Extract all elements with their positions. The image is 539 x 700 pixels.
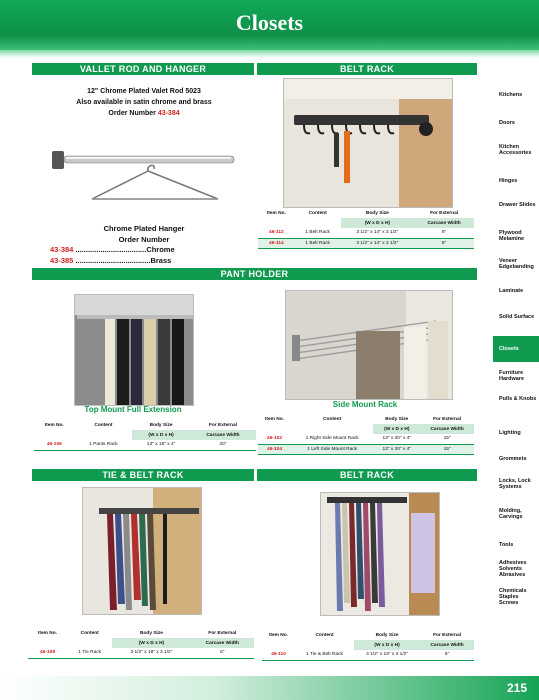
cell-size: 13" x 20" x 4" bbox=[373, 444, 420, 454]
th-carcase: Carcase Width bbox=[420, 640, 474, 650]
belt-rack-table bbox=[258, 208, 474, 249]
vallet-order-label: Order Number bbox=[108, 110, 156, 117]
th-dims: (W x D x H) bbox=[112, 638, 190, 648]
th-body-size: Body Size bbox=[365, 210, 389, 216]
th-for-external: For External bbox=[208, 630, 237, 636]
hanger-option-brass-num: 43-385 bbox=[50, 256, 74, 265]
cell-item: 46-104 bbox=[258, 444, 291, 454]
th-carcase: Carcase Width bbox=[414, 218, 474, 228]
th-item: Item No. bbox=[265, 416, 284, 422]
th-content: Content bbox=[80, 630, 99, 636]
cell-item: 46-106 bbox=[34, 440, 75, 450]
section-belt-rack-bar: BELT RACK bbox=[257, 63, 477, 75]
th-body-size: Body Size bbox=[375, 632, 399, 638]
tie-belt-rack-table bbox=[262, 630, 474, 661]
th-content: Content bbox=[323, 416, 342, 422]
sidebar-item-kitchen-accessories[interactable]: Kitchen Accessories bbox=[499, 144, 532, 156]
th-dims: (W x D x H) bbox=[132, 430, 190, 440]
sidebar-item-plywood-melamine[interactable]: Plywood Melamine bbox=[499, 230, 525, 242]
vallet-order bbox=[40, 110, 248, 117]
pant-right-table bbox=[258, 414, 474, 455]
th-carcase: Carcase Width bbox=[420, 424, 474, 434]
pant-caption-left: Top Mount Full Extension bbox=[84, 405, 182, 414]
header-fade bbox=[0, 50, 539, 58]
cell-content: 1 Belt Rack bbox=[295, 238, 341, 248]
cell-width: 6" bbox=[420, 650, 474, 660]
cell-item: 46-102 bbox=[258, 434, 291, 444]
hanger-order-label: Order Number bbox=[118, 235, 170, 244]
cell-width: 6" bbox=[191, 648, 254, 658]
page-title: Closets bbox=[235, 10, 304, 35]
cell-item: 46-110 bbox=[262, 650, 295, 660]
th-for-external: For External bbox=[208, 422, 237, 428]
section-tie-belt-bar: TIE & BELT RACK bbox=[32, 469, 254, 481]
sidebar-item-lighting[interactable]: Lighting bbox=[499, 430, 521, 436]
cell-width: 6" bbox=[414, 238, 474, 248]
section-vallet-bar: VALLET ROD AND HANGER bbox=[32, 63, 254, 75]
th-dims: (W x D x H) bbox=[341, 218, 415, 228]
cell-content: 1 Tie Rack bbox=[67, 648, 112, 658]
th-item: Item No. bbox=[44, 422, 64, 428]
hanger-option-chrome-dots: .................................. bbox=[75, 245, 147, 254]
sidebar-item-label: Closets bbox=[499, 346, 519, 352]
table-row bbox=[258, 444, 474, 454]
th-carcase: Carcase Width bbox=[190, 430, 256, 440]
sidebar-item-molding[interactable]: Molding, Carvings bbox=[499, 508, 523, 520]
hanger-option-brass-dots: .................................... bbox=[75, 256, 151, 265]
page-number: 215 bbox=[506, 681, 527, 695]
pant-caption-right: Side Mount Rack bbox=[332, 400, 398, 409]
sidebar-item-hinges[interactable]: Hinges bbox=[499, 178, 518, 184]
cell-width: 15" bbox=[420, 444, 474, 454]
sidebar-item-tools[interactable]: Tools bbox=[499, 542, 514, 548]
hanger-option-brass-name: Brass bbox=[150, 256, 172, 265]
th-dims: (W x D x H) bbox=[354, 640, 420, 650]
th-dims: (W x D x H) bbox=[373, 424, 420, 434]
pant-rack-top-mount-image bbox=[74, 294, 194, 406]
sidebar-item-laminate[interactable]: Laminate bbox=[499, 288, 524, 294]
section-pant-holder-bar: PANT HOLDER bbox=[32, 268, 477, 280]
th-content: Content bbox=[315, 632, 334, 638]
cell-size: 13" x 18" x 4" bbox=[132, 440, 190, 450]
cell-size: 3 1/2" x 14" x 3 1/2" bbox=[341, 228, 415, 238]
table-row bbox=[28, 648, 254, 658]
sidebar-item-solid-surface[interactable]: Solid Surface bbox=[499, 314, 535, 320]
tie-belt-rack-image bbox=[320, 492, 440, 616]
sidebar-item-veneer-edgebanding[interactable]: Veneer Edgebanding bbox=[499, 258, 534, 270]
cell-content: 1 Left Side Mount Rack bbox=[291, 444, 373, 454]
footer-bar bbox=[0, 676, 539, 700]
sidebar-item-grommets[interactable]: Grommets bbox=[499, 456, 527, 462]
th-for-external: For External bbox=[430, 210, 459, 216]
sidebar-item-pulls-knobs[interactable]: Pulls & Knobs bbox=[499, 396, 537, 402]
cell-size: 3 1/2" x 14" x 3 1/2" bbox=[341, 238, 415, 248]
vallet-line2: Also available in satin chrome and brass bbox=[76, 99, 212, 106]
sidebar-item-drawer-slides[interactable]: Drawer Slides bbox=[499, 202, 536, 208]
hanger-option-chrome-name: Chrome bbox=[146, 245, 175, 254]
vallet-order-number: 43-384 bbox=[157, 110, 180, 117]
cell-item: 46-108 bbox=[28, 648, 67, 658]
section-belt-rack-2-bar: BELT RACK bbox=[257, 469, 477, 481]
pant-rack-side-mount-image bbox=[285, 290, 453, 400]
vallet-rod-image bbox=[48, 125, 248, 215]
belt-rack-image bbox=[283, 78, 453, 208]
table-row bbox=[258, 238, 474, 248]
th-content: Content bbox=[94, 422, 113, 428]
table-row bbox=[34, 440, 256, 450]
hanger-option-chrome-num: 43-384 bbox=[50, 245, 74, 254]
th-body-size: Body Size bbox=[149, 422, 173, 428]
table-row bbox=[262, 650, 474, 660]
sidebar-item-adhesives[interactable]: Adhesives Solvents Abrasives bbox=[499, 560, 527, 578]
th-for-external: For External bbox=[433, 416, 462, 422]
sidebar-item-doors[interactable]: Doors bbox=[499, 120, 515, 126]
sidebar-item-furniture-hardware[interactable]: Furniture Hardware bbox=[499, 370, 525, 382]
cell-item: 46-112 bbox=[258, 228, 295, 238]
tie-rack-table bbox=[28, 628, 254, 659]
th-body-size: Body Size bbox=[385, 416, 409, 422]
th-item: Item No. bbox=[38, 630, 57, 636]
th-for-external: For External bbox=[433, 632, 462, 638]
hanger-option-chrome bbox=[50, 245, 240, 254]
th-item: Item No. bbox=[269, 632, 289, 638]
cell-width: 15" bbox=[420, 434, 474, 444]
hanger-option-brass bbox=[50, 256, 240, 265]
th-item: Item No. bbox=[266, 210, 286, 216]
hanger-title: Chrome Plated Hanger bbox=[103, 224, 185, 233]
sidebar-item-locks[interactable]: Locks, Lock Systems bbox=[499, 478, 531, 490]
table-row bbox=[258, 228, 474, 238]
cell-width: 6" bbox=[414, 228, 474, 238]
cell-content: 1 Right Side Mount Rack bbox=[291, 434, 373, 444]
cell-size: 3 1/2" x 18" x 3 1/2" bbox=[112, 648, 190, 658]
cell-content: 1 Tie & Belt Rack bbox=[295, 650, 354, 660]
th-body-size: Body Size bbox=[140, 630, 163, 636]
th-carcase: Carcase Width bbox=[191, 638, 254, 648]
cell-item: 46-114 bbox=[258, 238, 295, 248]
cell-size: 13" x 20" x 4" bbox=[373, 434, 420, 444]
cell-content: 1 Belt Rack bbox=[295, 228, 341, 238]
sidebar-item-chemicals[interactable]: Chemicals Staples Screws bbox=[499, 588, 527, 606]
sidebar-item-kitchens[interactable]: Kitchens bbox=[499, 92, 523, 98]
cell-width: 20" bbox=[190, 440, 256, 450]
tie-rack-image bbox=[82, 487, 202, 615]
vallet-line1: 12" Chrome Plated Valet Rod 5023 bbox=[87, 88, 201, 95]
cell-content: 1 Pants Rack bbox=[75, 440, 133, 450]
sidebar-nav bbox=[493, 60, 539, 660]
pant-left-table bbox=[34, 420, 256, 451]
table-row bbox=[258, 434, 474, 444]
th-content: Content bbox=[308, 210, 327, 216]
cell-size: 3 1/2" x 18" x 3 1/2" bbox=[354, 650, 420, 660]
